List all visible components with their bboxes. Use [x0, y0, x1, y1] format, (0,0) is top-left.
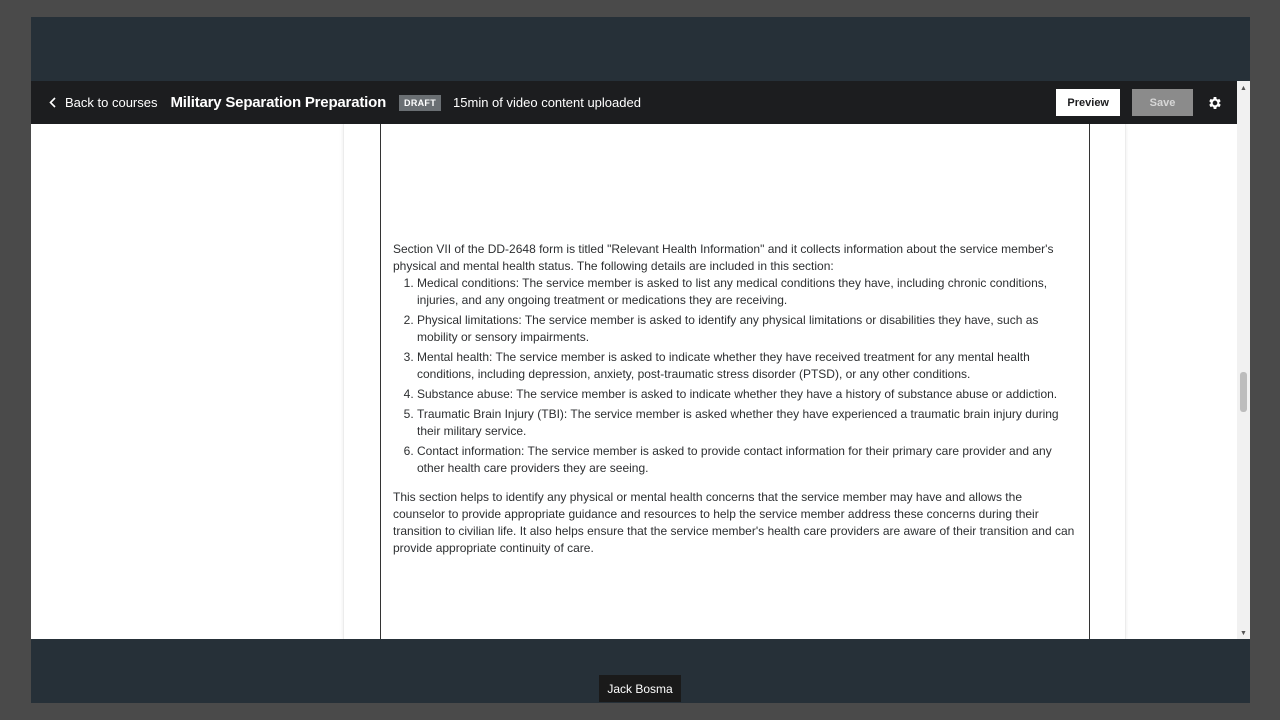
course-editor-window	[31, 81, 1250, 639]
vertical-scrollbar[interactable]	[1237, 81, 1250, 639]
draft-badge: DRAFT	[399, 95, 441, 111]
list-item: 6. Contact information: The service member is asked to provide contact information for their primary care provider and any other health care providers they are seeing.	[417, 443, 1077, 477]
presenter-name-caption: Jack Bosma	[599, 675, 681, 702]
back-to-courses-link[interactable]	[49, 95, 158, 110]
list-item: 1. Medical conditions: The service member is asked to list any medical conditions they have, including chronic conditions, injuries, and any ongoing treatment or medications they are receiving.	[417, 275, 1077, 309]
scrollbar-thumb[interactable]	[1240, 372, 1247, 412]
save-button[interactable]: Save	[1132, 89, 1193, 116]
chevron-left-icon	[49, 97, 56, 108]
list-item: 5. Traumatic Brain Injury (TBI): The service member is asked whether they have experienced a traumatic brain injury during their military service.	[417, 406, 1077, 440]
lecture-text	[393, 241, 1077, 557]
list-item: 3. Mental health: The service member is asked to indicate whether they have received treatment for any mental health conditions, including depression, anxiety, post-traumatic stress disorder (PTSD), or any other conditions.	[417, 349, 1077, 383]
scroll-down-arrow-icon[interactable]: ▼	[1240, 630, 1247, 637]
intro-paragraph: Section VII of the DD-2648 form is titled "Relevant Health Information" and it collects information about the service member's physical and mental health status. The following details are included in this section:	[393, 242, 1054, 273]
upload-status: 15min of video content uploaded	[453, 95, 641, 110]
text-editor[interactable]	[380, 124, 1090, 639]
course-title: Military Separation Preparation	[170, 94, 387, 111]
outro-paragraph: This section helps to identify any physical or mental health concerns that the service member may have and allows the counselor to provide appropriate guidance and resources to help the service member address these concerns during their transition to civilian life. It also helps ensure that the service member's health care providers are aware of their transition and can provide appropriate continuity of care.	[393, 490, 1075, 555]
scroll-up-arrow-icon[interactable]: ▲	[1240, 85, 1247, 92]
list-item: 2. Physical limitations: The service member is asked to identify any physical limitations or disabilities they have, such as mobility or sensory impairments.	[417, 312, 1077, 346]
gear-icon[interactable]	[1207, 95, 1223, 111]
list-item: 4. Substance abuse: The service member is asked to indicate whether they have a history of substance abuse or addiction.	[417, 386, 1077, 403]
preview-button[interactable]: Preview	[1056, 89, 1120, 116]
details-list	[393, 275, 1077, 477]
back-label: Back to courses	[65, 95, 158, 110]
top-bar	[31, 81, 1237, 124]
